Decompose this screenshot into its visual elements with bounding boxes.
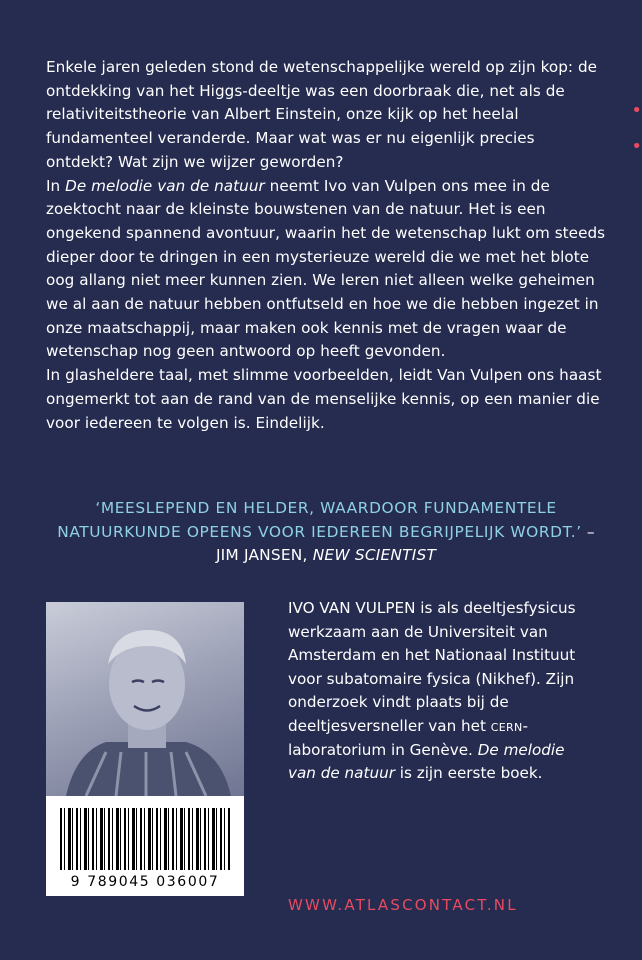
quote-text: ‘MEESLEPEND EN HELDER, WAARDOOR FUNDAMENTELE NATUURKUNDE OPEENS VOOR IEDEREEN BEGRIJPELIJK WORDT.’ <box>57 499 582 541</box>
bio-name: IVO VAN VULPEN <box>288 599 416 617</box>
blurb-paragraph-3: In glasheldere taal, met slimme voorbeelden, leidt Van Vulpen ons haast ongemerkt tot aan de rand van de menselijke kennis, op een manier die voor iedereen te volgen is. Eindelijk. <box>46 366 602 432</box>
isbn-number: 9 789045 036007 <box>70 874 220 890</box>
bio-text-2: -laboratorium in Genève. <box>288 716 528 759</box>
blurb-p2-rest: neemt Ivo van Vulpen ons mee in de zoektocht naar de kleinste bouwstenen van de natuur. Het is een ongekend spannend avontuur, waarin het de wetenschap lukt om steeds dieper door te dringen in een mysterieuze wereld die we met het blote oog allang niet meer kunnen zien. We leren niet alleen welke geheimen we al aan de natuur hebben ontfutseld en hoe we die hebben ingezet in onze maatschappij, maar maken ook kennis met de vragen waar de wetenschap nog geen antwoord op heeft gevonden. <box>46 176 606 361</box>
author-portrait-illustration <box>46 602 244 796</box>
barcode <box>46 796 244 896</box>
blurb-paragraph-2 <box>46 175 606 365</box>
blurb-p2-lead: In <box>46 176 66 195</box>
quote-author: JIM JANSEN <box>215 546 303 564</box>
quote-comma: , <box>302 546 313 564</box>
publisher-website[interactable]: WWW.ATLASCONTACT.NL <box>288 896 518 914</box>
quote-source: NEW SCIENTIST <box>312 546 437 564</box>
edge-mark-bottom: • <box>631 136 642 157</box>
barcode-bars <box>60 808 230 870</box>
blurb-paragraph-1: Enkele jaren geleden stond de wetenschappelijke wereld op zijn kop: de ontdekking van het Higgs-deeltje was een doorbraak die, net als de relativiteitstheorie van Albert Einstein, onze kijk op het heelal fundamenteel veranderde. Maar wat was er nu eigenlijk precies ontdekt? Wat zijn we wijzer geworden? <box>46 58 598 171</box>
blurb-text <box>46 56 606 435</box>
bio-paragraph <box>288 597 588 786</box>
bio-text-3: is zijn eerste boek. <box>394 764 543 783</box>
bio-cern: cern <box>490 716 523 735</box>
review-quote <box>46 497 606 568</box>
book-title: De melodie van de natuur <box>65 176 265 195</box>
author-photo <box>46 602 244 796</box>
bio-book-title: De melodie van de natuur <box>288 740 565 783</box>
edge-mark-top: • <box>631 100 642 121</box>
bio-text-1: is als deeltjesfysicus werkzaam aan de Universiteit van Amsterdam en het Nationaal Instituut voor subatomaire fysica (Nikhef). Zijn onderzoek vindt plaats bij de deeltjesversneller van het <box>288 599 576 735</box>
author-bio <box>288 597 588 786</box>
quote-dash: – <box>581 522 595 541</box>
